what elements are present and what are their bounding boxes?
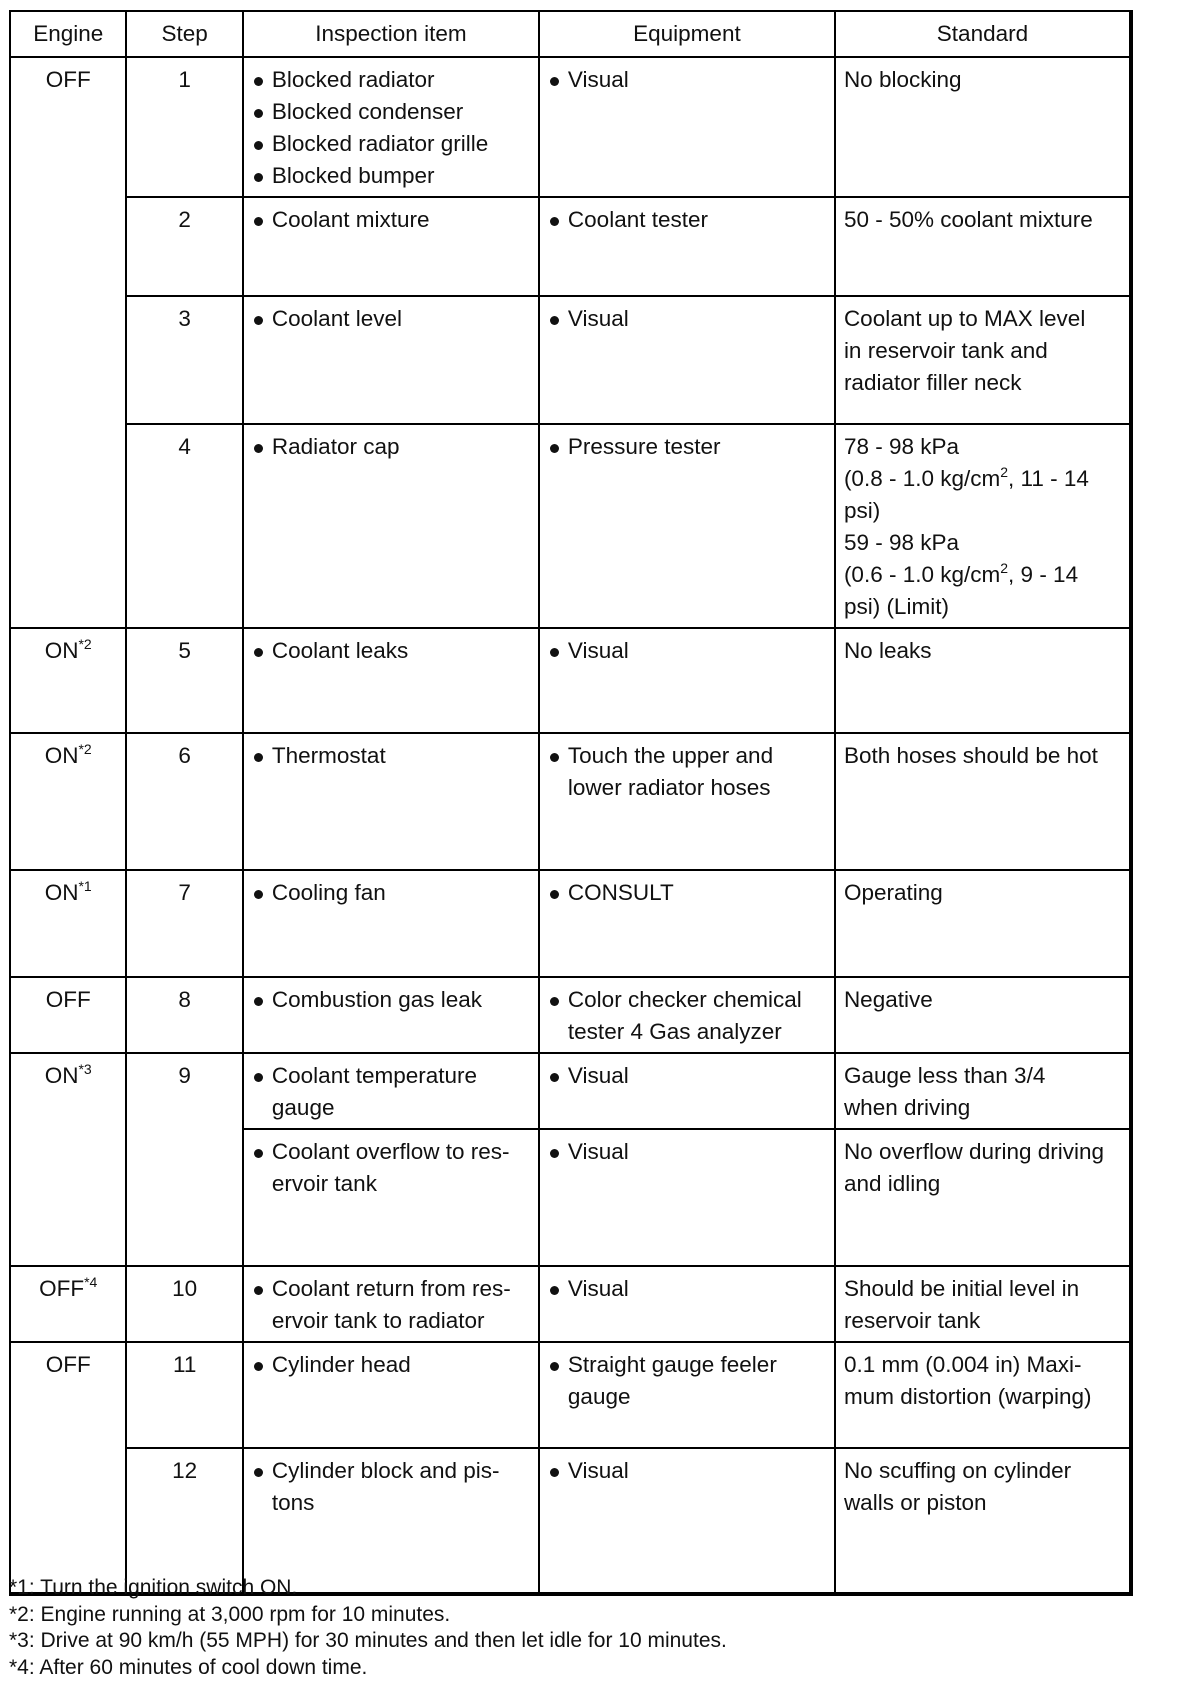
standard-cell: No blocking — [835, 57, 1131, 197]
inspection-item-cell: Coolant mixture — [243, 197, 539, 296]
table-row — [10, 870, 1131, 977]
standard-cell: No overflow during driving and idling — [835, 1129, 1131, 1266]
inspection-item-cell: Cylinder head — [243, 1342, 539, 1448]
inspection-item-cell: Coolant temperature gauge — [243, 1053, 539, 1129]
table-row — [10, 628, 1131, 733]
equipment-cell: Visual — [539, 1129, 835, 1266]
standard-cell: 78 - 98 kPa (0.8 - 1.0 $kg/cm^2$, 11 - 14 psi) 59 - 98 kPa (0.6 - 1.0 $kg/cm^2$, 9 - 14 psi) (Limit) — [835, 424, 1131, 628]
header-equipment: Equipment — [539, 11, 835, 57]
equipment-cell: Visual — [539, 296, 835, 424]
standard-cell: No scuffing on cylinder walls or piston — [835, 1448, 1131, 1594]
engine-cell: ON$^{*2}$ — [10, 628, 126, 733]
step-cell: 5 — [126, 628, 242, 733]
inspection-item-cell: Coolant level — [243, 296, 539, 424]
header-inspection-item: Inspection item — [243, 11, 539, 57]
inspection-item-cell: Coolant leaks — [243, 628, 539, 733]
table-row — [10, 977, 1131, 1053]
inspection-item-cell: Radiator cap — [243, 424, 539, 628]
engine-cell: ON$^{*1}$ — [10, 870, 126, 977]
equipment-cell: Visual — [539, 1053, 835, 1129]
step-cell: 10 — [126, 1266, 242, 1342]
header-step: Step — [126, 11, 242, 57]
equipment-cell: Color checker chemical tester 4 Gas analyzer — [539, 977, 835, 1053]
standard-cell: Should be initial level in reservoir tank — [835, 1266, 1131, 1342]
inspection-item-cell: Thermostat — [243, 733, 539, 870]
table-row — [10, 1448, 1131, 1594]
step-cell: 7 — [126, 870, 242, 977]
header-engine: Engine — [10, 11, 126, 57]
engine-cell: OFF — [10, 1342, 126, 1594]
inspection-item-cell: Coolant return from res- ervoir tank to radiator — [243, 1266, 539, 1342]
standard-cell: Negative — [835, 977, 1131, 1053]
equipment-cell: Visual — [539, 1448, 835, 1594]
step-cell: 2 — [126, 197, 242, 296]
table-row — [10, 57, 1131, 197]
standard-cell: 0.1 mm (0.004 in) Maxi- mum distortion (warping) — [835, 1342, 1131, 1448]
inspection-item-cell — [243, 57, 539, 197]
step-cell: 12 — [126, 1448, 242, 1594]
inspection-table — [9, 10, 1133, 1596]
step-cell: 3 — [126, 296, 242, 424]
equipment-cell: Straight gauge feeler gauge — [539, 1342, 835, 1448]
standard-cell: Gauge less than 3/4 when driving — [835, 1053, 1131, 1129]
standard-cell: No leaks — [835, 628, 1131, 733]
inspection-item: Blocked condenser — [271, 99, 464, 124]
header-standard: Standard — [835, 11, 1131, 57]
step-cell: 6 — [126, 733, 242, 870]
step-cell: 11 — [126, 1342, 242, 1448]
engine-cell: OFF — [10, 977, 126, 1053]
step-cell: 8 — [126, 977, 242, 1053]
engine-cell: ON$^{*2}$ — [10, 733, 126, 870]
table-row — [10, 733, 1131, 870]
engine-cell: OFF — [10, 57, 126, 628]
standard-cell: Both hoses should be hot — [835, 733, 1131, 870]
equipment-cell: Visual — [539, 57, 835, 197]
standard-cell: Operating — [835, 870, 1131, 977]
table-row — [10, 1266, 1131, 1342]
header-row — [10, 11, 1131, 57]
equipment-cell: Touch the upper and lower radiator hoses — [539, 733, 835, 870]
footnote: *1: Turn the ignition switch ON. — [9, 1576, 298, 1599]
footnotes — [9, 1575, 727, 1681]
equipment-cell: Visual — [539, 1266, 835, 1342]
footnote: *2: Engine running at 3,000 rpm for 10 minutes. — [9, 1602, 451, 1626]
inspection-item-cell: Cooling fan — [243, 870, 539, 977]
table-row — [10, 197, 1131, 296]
inspection-item-cell: Combustion gas leak — [243, 977, 539, 1053]
step-cell: 4 — [126, 424, 242, 628]
equipment-cell: Coolant tester — [539, 197, 835, 296]
standard-cell: 50 - 50% coolant mixture — [835, 197, 1131, 296]
inspection-item-cell: Cylinder block and pis- tons — [243, 1448, 539, 1594]
standard-cell: Coolant up to MAX level in reservoir tank and radiator filler neck — [835, 296, 1131, 424]
step-cell: 1 — [126, 57, 242, 197]
inspection-item: Blocked bumper — [271, 163, 435, 188]
table-row — [10, 296, 1131, 424]
table-row — [10, 424, 1131, 628]
engine-cell: ON$^{*3}$ — [10, 1053, 126, 1266]
footnote: *3: Drive at 90 km/h (55 MPH) for 30 minutes and then let idle for 10 minutes. — [9, 1629, 727, 1652]
step-cell: 9 — [126, 1053, 242, 1266]
equipment-cell: Pressure tester — [539, 424, 835, 628]
footnote: *4: After 60 minutes of cool down time. — [9, 1655, 368, 1679]
table-row — [10, 1342, 1131, 1448]
inspection-item: Blocked radiator grille — [271, 131, 489, 156]
inspection-item: Blocked radiator — [271, 67, 435, 92]
engine-cell: OFF$^{*4}$ — [10, 1266, 126, 1342]
inspection-item-cell: Coolant overflow to res- ervoir tank — [243, 1129, 539, 1266]
equipment-cell: CONSULT — [539, 870, 835, 977]
table-row — [10, 1053, 1131, 1129]
equipment-cell: Visual — [539, 628, 835, 733]
